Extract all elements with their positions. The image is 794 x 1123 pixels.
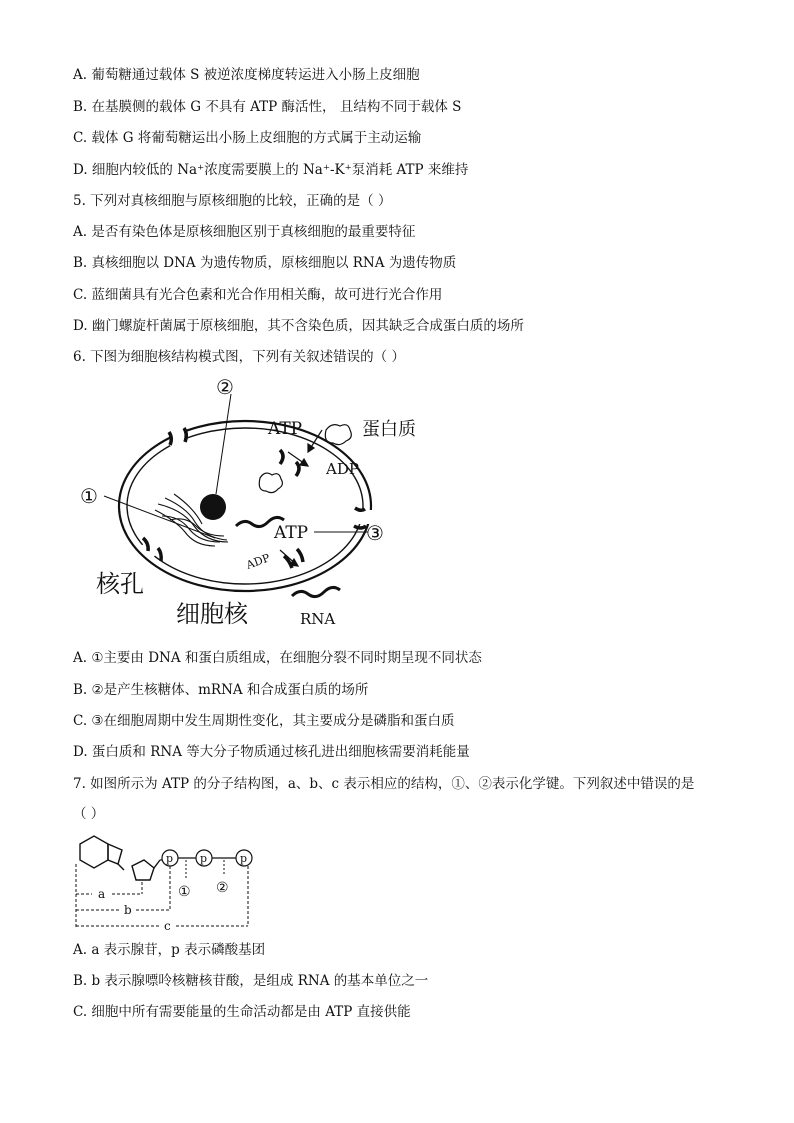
- option-6-a: A. ①主要由 DNA 和蛋白质组成，在细胞分裂不同时期呈现不同状态: [73, 650, 482, 666]
- label-c: c: [164, 919, 171, 933]
- option-4-a: A. 葡萄糖通过载体 S 被逆浓度梯度转运进入小肠上皮细胞: [73, 67, 420, 83]
- adp-top-label: ADP: [326, 460, 359, 478]
- atp-structure-figure: [72, 830, 272, 934]
- adenine-pentagon: [108, 844, 122, 864]
- bond-2-label: ②: [216, 880, 229, 896]
- nucleolus: [200, 494, 226, 520]
- option-6-b: B. ②是产生核糖体、mRNA 和合成蛋白质的场所: [73, 682, 369, 698]
- p3-label: p: [240, 852, 248, 865]
- label-1: ①: [80, 484, 98, 508]
- option-7-b: B. b 表示腺嘌呤核糖核苷酸，是组成 RNA 的基本单位之一: [73, 973, 429, 989]
- label-a: a: [98, 887, 106, 901]
- protein-blob-inside: [259, 473, 282, 493]
- option-5-c: C. 蓝细菌具有光合色素和光合作用相关酶，故可进行光合作用: [73, 287, 443, 303]
- option-6-c: C. ③在细胞周期中发生周期性变化，其主要成分是磷脂和蛋白质: [73, 713, 455, 729]
- atp-bottom-label: ATP: [274, 523, 309, 543]
- bond-1-label: ①: [178, 884, 191, 900]
- question-5-stem: 5. 下列对真核细胞与原核细胞的比较，正确的是（ ）: [73, 193, 392, 209]
- option-4-b: B. 在基膜侧的载体 G 不具有 ATP 酶活性， 且结构不同于载体 S: [73, 99, 462, 115]
- ribose-ring: [132, 860, 154, 880]
- atp-top-label: ATP: [268, 419, 303, 439]
- rna-label: RNA: [300, 610, 336, 628]
- option-5-d: D. 幽门螺旋杆菌属于原核细胞，其不含染色质，因其缺乏合成蛋白质的场所: [73, 318, 524, 334]
- adp-bottom-label: ADP: [244, 551, 272, 572]
- option-4-c: C. 载体 G 将葡萄糖运出小肠上皮细胞的方式属于主动运输: [73, 130, 422, 146]
- adenine-hexagon: [80, 836, 108, 868]
- label-3: ③: [366, 521, 384, 545]
- option-4-d: D. 细胞内较低的 Na⁺浓度需要膜上的 Na⁺-K⁺泵消耗 ATP 来维持: [73, 162, 469, 178]
- rna-strand-outside: [292, 587, 340, 596]
- option-5-b: B. 真核细胞以 DNA 为遗传物质，原核细胞以 RNA 为遗传物质: [73, 255, 457, 271]
- question-7-paren: （ ）: [73, 806, 105, 822]
- label-2: ②: [216, 375, 234, 399]
- protein-label: 蛋白质: [362, 419, 416, 440]
- option-7-c: C. 细胞中所有需要能量的生命活动都是由 ATP 直接供能: [73, 1004, 411, 1020]
- p1-label: p: [166, 852, 174, 865]
- pore-top-left: [169, 428, 186, 446]
- outer-membrane: [119, 421, 371, 591]
- label-b: b: [124, 903, 132, 917]
- nuclear-pore-label: 核孔: [96, 570, 144, 598]
- option-6-d: D. 蛋白质和 RNA 等大分子物质通过核孔进出细胞核需要消耗能量: [73, 744, 470, 760]
- question-7-stem: 7. 如图所示为 ATP 的分子结构图，a、b、c 表示相应的结构，①、②表示化学键。下列叙述中错误的是: [73, 776, 695, 792]
- option-7-a: A. a 表示腺苷，p 表示磷酸基团: [73, 942, 266, 958]
- option-5-a: A. 是否有染色体是原核细胞区别于真核细胞的最重要特征: [73, 224, 416, 240]
- transport-arrows: [280, 430, 322, 566]
- pore-top-right: [277, 450, 299, 476]
- question-6-stem: 6. 下图为细胞核结构模式图，下列有关叙述错误的（ ）: [73, 349, 405, 365]
- nucleus-label: 细胞核: [176, 600, 248, 628]
- nucleus-figure: [70, 370, 450, 640]
- p2-label: p: [200, 852, 208, 865]
